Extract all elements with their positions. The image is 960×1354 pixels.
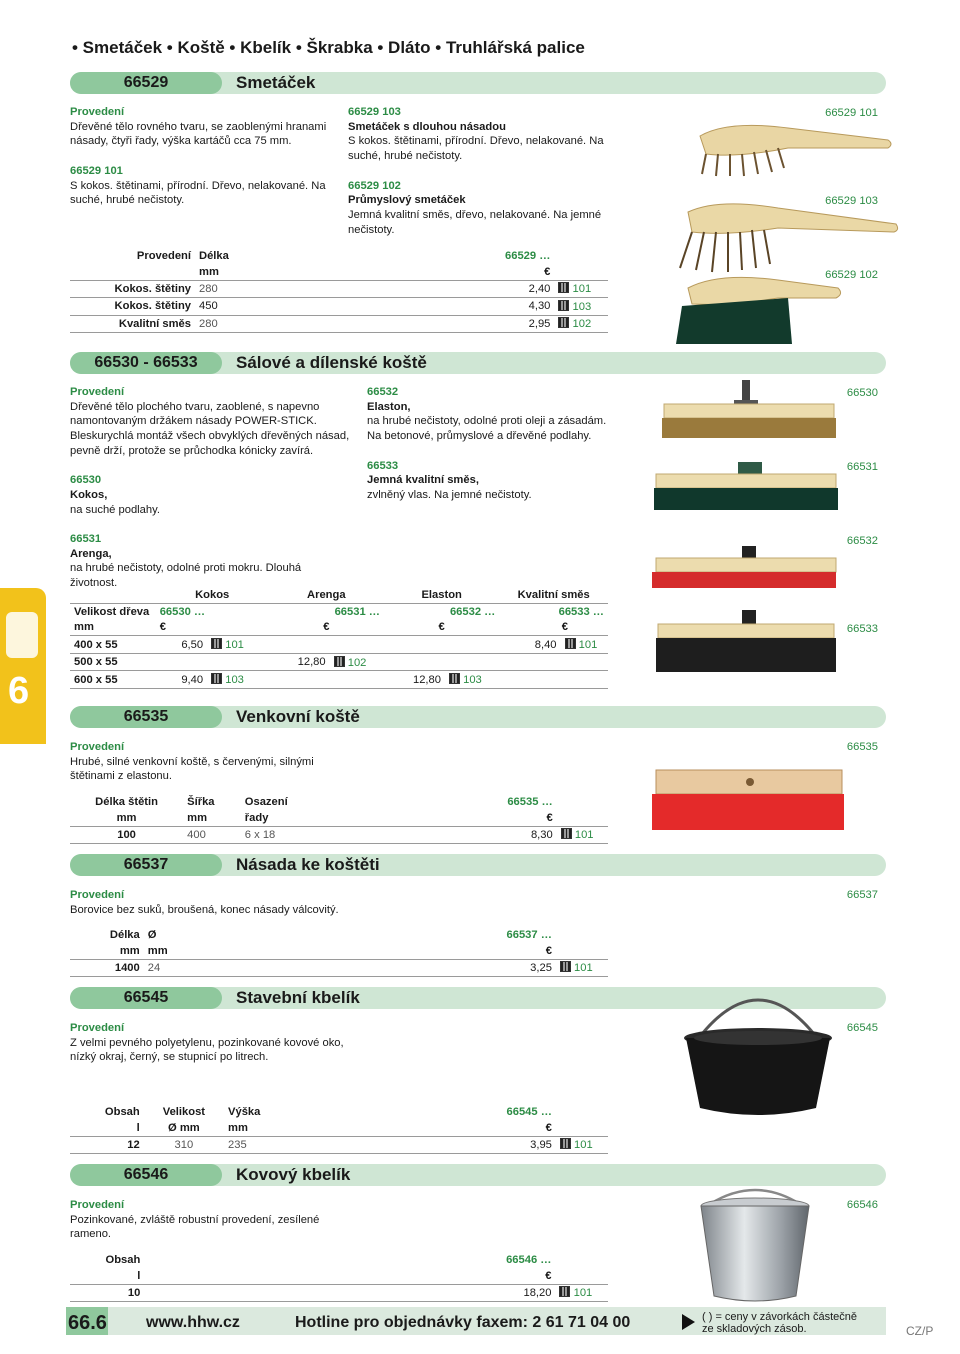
s3-description xyxy=(70,740,332,784)
col-header-code: 66546 … xyxy=(506,1253,552,1266)
section-title-salove-koste: Sálové a dílenské koště xyxy=(236,353,427,372)
price: 12,80 xyxy=(384,671,445,689)
price: 2,40 xyxy=(244,280,554,298)
col-unit: € xyxy=(545,1121,552,1134)
page-number: 66.6 xyxy=(68,1312,107,1334)
variant-name: Kokos, xyxy=(70,488,108,501)
variant-desc: Jemná kvalitní směs, dřevo, nelakované. Na jemné nečistoty. xyxy=(348,208,602,236)
col-unit: € xyxy=(323,621,330,634)
page-header: • Smetáček • Koště • Kbelík • Škrabka • Dláto • Truhlářská palice xyxy=(72,38,585,57)
cell: 235 xyxy=(224,1136,298,1154)
col-unit: € xyxy=(438,621,445,634)
brush-66529-101-image xyxy=(700,125,891,176)
order-suffix: 103 xyxy=(463,674,482,687)
s2-price-table xyxy=(70,587,608,689)
section-title-smetacek: Smetáček xyxy=(236,73,316,92)
s3-price-table xyxy=(70,794,608,844)
footer-note-line: ze skladových zásob. xyxy=(702,1323,807,1335)
col-unit: € xyxy=(545,1269,552,1282)
price: 6,50 xyxy=(156,636,207,654)
table-row xyxy=(70,959,608,977)
s4-desc-text: Borovice bez suků, broušená, konec násady válcovitý. xyxy=(70,903,339,916)
variant-name: Elaston, xyxy=(367,400,411,413)
cell: 400 xyxy=(183,826,241,844)
section-title-kovovy-kbelik: Kovový kbelík xyxy=(236,1165,351,1184)
s6-desc-text: Pozinkované, zvláště robustní provedení, zesílené rameno. xyxy=(70,1213,320,1241)
variant-desc: na suché podlahy. xyxy=(70,503,160,516)
col-header-code: 66537 … xyxy=(506,928,552,941)
col-header-code: 66531 … xyxy=(334,605,380,618)
col-unit: mm xyxy=(147,944,168,957)
section-code-66535: 66535 xyxy=(70,706,222,728)
cell: 310 xyxy=(144,1136,224,1154)
col-unit: € xyxy=(544,265,551,278)
section-code-66546: 66546 xyxy=(70,1164,222,1186)
table-row xyxy=(70,1136,608,1154)
brush-66529-102-image xyxy=(676,277,841,344)
qr-icon xyxy=(211,673,222,684)
chapter-number: 6 xyxy=(8,670,30,712)
cell: 12 xyxy=(70,1136,144,1154)
group-header: Kokos xyxy=(195,588,230,601)
variant-desc: S kokos. štětinami, přírodní. Dřevo, nelakované. Na suché, hrubé nečistoty. xyxy=(348,135,604,163)
col-unit: mm xyxy=(74,621,94,634)
img-label-66529-103: 66529 103 xyxy=(825,195,878,207)
chapter-icon xyxy=(6,612,38,658)
table-row xyxy=(70,826,608,844)
table-row xyxy=(70,315,608,333)
variant-name: Arenga, xyxy=(70,547,112,560)
col-header: Ø xyxy=(147,928,157,941)
broom-66531-image xyxy=(654,462,838,510)
variant-name: Průmyslový smetáček xyxy=(348,194,466,207)
section-title-nasada: Násada ke koštěti xyxy=(236,855,380,874)
brush-66529-103-image xyxy=(680,204,898,272)
price: 2,95 xyxy=(244,315,554,333)
table-row xyxy=(70,636,608,654)
section-code-66529: 66529 xyxy=(70,72,222,94)
qr-icon xyxy=(449,673,460,684)
price: 8,40 xyxy=(499,636,560,654)
table-row xyxy=(70,280,608,298)
price: 8,30 xyxy=(335,826,557,844)
col-unit: € xyxy=(545,944,552,957)
col-header: Délka štětin xyxy=(95,795,158,808)
price: 4,30 xyxy=(244,298,554,316)
table-row xyxy=(70,671,608,689)
variant-desc: na hrubé nečistoty, odolné proti oleji a zásadám. Na betonové, průmyslové a dřevěné podlahy. xyxy=(367,415,607,443)
s2-description xyxy=(70,385,354,591)
qr-icon xyxy=(334,656,345,667)
label-provedeni: Provedení xyxy=(70,1199,125,1211)
table-row xyxy=(70,1284,608,1302)
s6-price-table xyxy=(70,1252,608,1302)
img-label-66533: 66533 xyxy=(846,623,878,635)
order-suffix: 101 xyxy=(225,639,244,652)
website-link[interactable]: www.hhw.cz xyxy=(146,1314,240,1331)
col-header: Velikost dřeva xyxy=(74,605,150,618)
footer-note-line: ( ) = ceny v závorkách částečně xyxy=(702,1311,857,1323)
qr-icon xyxy=(560,961,571,972)
col-header: Obsah xyxy=(104,1105,140,1118)
label-provedeni: Provedení xyxy=(70,741,125,753)
fax-hotline: Hotline pro objednávky faxem: 2 61 71 04 00 xyxy=(295,1314,631,1331)
img-label-66545: 66545 xyxy=(846,1022,878,1034)
img-label-66529-101: 66529 101 xyxy=(825,107,878,119)
price: 18,20 xyxy=(144,1284,555,1302)
label-provedeni: Provedení xyxy=(70,386,125,398)
col-header-code: 66533 … xyxy=(558,605,604,618)
cell: Kokos. štětiny xyxy=(70,280,195,298)
col-header-code: 66529 … xyxy=(505,249,551,262)
group-header: Kvalitní směs xyxy=(517,588,590,601)
cell: 450 xyxy=(195,298,244,316)
variant-code: 66530 xyxy=(70,474,102,487)
label-provedeni: Provedení xyxy=(70,889,125,901)
s1-price-table xyxy=(70,248,608,333)
label-provedeni: Provedení xyxy=(70,106,125,118)
variant-desc: zvlněný vlas. Na jemné nečistoty. xyxy=(367,488,532,501)
col-header: Šířka xyxy=(187,795,215,808)
variant-code: 66529 101 xyxy=(70,164,123,177)
s2-desc-text: Dřevěné tělo plochého tvaru, zaoblené, s napevno namontovaným držákem násady POWER-STICK. Bleskurychlá montáž všech obvyklých dřevěných násad, pevně drží, protože se průchodka kónicky zavírá. xyxy=(70,400,350,457)
section-title-stavebni-kbelik: Stavební kbelík xyxy=(236,988,360,1007)
img-label-66532: 66532 xyxy=(846,535,878,547)
arrow-right-icon xyxy=(682,1314,695,1330)
footer-note xyxy=(702,1311,857,1335)
price: 3,25 xyxy=(207,959,556,977)
cell: 280 xyxy=(195,315,244,333)
col-unit: Ø mm xyxy=(168,1121,200,1134)
col-unit: řady xyxy=(244,811,269,824)
broom-66535-image xyxy=(646,760,846,836)
col-header: Osazení xyxy=(244,795,288,808)
img-label-66531: 66531 xyxy=(846,461,878,473)
broom-66532-image xyxy=(652,546,836,588)
cell: 100 xyxy=(70,826,183,844)
order-suffix: 101 xyxy=(574,1139,593,1152)
order-suffix: 103 xyxy=(225,674,244,687)
order-suffix: 101 xyxy=(573,1287,593,1300)
col-unit: € xyxy=(159,621,166,634)
s6-description xyxy=(70,1198,332,1242)
col-unit: mm xyxy=(187,811,208,824)
s1-desc-text: Dřevěné tělo rovného tvaru, se zaoblenými hranami násady, čtyři řady, výška kartáčů cca 75 mm. xyxy=(70,120,327,148)
col-unit: mm xyxy=(228,1121,248,1134)
cell: 10 xyxy=(70,1284,144,1302)
cell: 6 x 18 xyxy=(241,826,335,844)
section-code-66545: 66545 xyxy=(70,987,222,1009)
qr-icon xyxy=(560,1138,571,1149)
s5-description xyxy=(70,1021,350,1065)
qr-icon xyxy=(561,828,572,839)
variant-name: Smetáček s dlouhou násadou xyxy=(348,120,506,133)
table-row xyxy=(70,298,608,316)
qr-icon xyxy=(565,638,576,649)
img-label-66537: 66537 xyxy=(846,889,878,901)
cell: 600 x 55 xyxy=(70,671,156,689)
s4-price-table xyxy=(70,927,608,977)
s3-desc-text: Hrubé, silné venkovní koště, s červenými, silnými štětinami z elastonu. xyxy=(70,755,314,783)
qr-icon xyxy=(211,638,222,649)
order-suffix: 101 xyxy=(574,829,594,842)
s1-product-images xyxy=(668,118,904,348)
qr-icon xyxy=(559,1286,570,1297)
group-header: Elaston xyxy=(421,588,462,601)
cell: 280 xyxy=(195,280,244,298)
section-code-66537: 66537 xyxy=(70,854,222,876)
variant-desc: na hrubé nečistoty, odolné proti mokru. Dlouhá životnost. xyxy=(70,562,302,590)
cell: 400 x 55 xyxy=(70,636,156,654)
s1-variants xyxy=(348,105,610,237)
col-header: Velikost xyxy=(162,1105,206,1118)
col-unit: l xyxy=(136,1121,140,1134)
order-suffix: 102 xyxy=(347,656,367,669)
cell: 24 xyxy=(144,959,207,977)
order-suffix: 103 xyxy=(572,300,592,313)
price: 3,95 xyxy=(298,1136,556,1154)
img-label-66546: 66546 xyxy=(846,1199,878,1211)
broom-66530-image xyxy=(662,380,836,438)
s5-price-table xyxy=(70,1104,608,1154)
img-label-66535: 66535 xyxy=(846,741,878,753)
col-header: Provedení xyxy=(136,249,191,262)
qr-icon xyxy=(558,317,569,328)
col-header: Obsah xyxy=(105,1253,141,1266)
variant-name: Jemná kvalitní směs, xyxy=(367,474,479,487)
col-header-code: 66530 … xyxy=(159,605,206,618)
order-suffix: 102 xyxy=(572,318,592,331)
group-header: Arenga xyxy=(307,588,346,601)
broom-66533-image xyxy=(656,610,836,672)
qr-icon xyxy=(558,300,569,311)
order-suffix: 101 xyxy=(572,283,592,296)
col-header: Výška xyxy=(228,1105,261,1118)
label-provedeni: Provedení xyxy=(70,1022,125,1034)
col-header-code: 66535 … xyxy=(507,795,553,808)
s1-description xyxy=(70,105,332,208)
variant-code: 66529 102 xyxy=(348,179,401,192)
col-header: Délka xyxy=(199,249,229,262)
col-unit: mm xyxy=(116,811,137,824)
col-unit: l xyxy=(137,1269,141,1282)
col-unit: € xyxy=(546,811,553,824)
order-suffix: 101 xyxy=(578,639,598,652)
cell: Kvalitní směs xyxy=(70,315,195,333)
variant-code: 66532 xyxy=(367,386,399,398)
order-suffix: 101 xyxy=(574,962,593,975)
bucket-66545-image xyxy=(678,986,838,1122)
img-label-66529-102: 66529 102 xyxy=(825,269,878,281)
s2-product-images xyxy=(650,378,840,678)
col-unit: mm xyxy=(199,265,219,278)
table-row xyxy=(70,653,608,671)
variant-code: 66533 xyxy=(367,459,399,472)
variant-code: 66531 xyxy=(70,533,102,545)
section-title-venkovni-koste: Venkovní koště xyxy=(236,707,360,726)
variant-code: 66529 103 xyxy=(348,106,401,118)
col-unit: mm xyxy=(119,944,140,957)
col-header-code: 66532 … xyxy=(449,605,496,618)
variant-desc: S kokos. štětinami, přírodní. Dřevo, nelakované. Na suché, hrubé nečistoty. xyxy=(70,179,326,207)
qr-icon xyxy=(558,282,569,293)
img-label-66530: 66530 xyxy=(846,387,878,399)
col-header: Délka xyxy=(109,928,140,941)
col-header-code: 66545 … xyxy=(506,1105,552,1118)
price: 12,80 xyxy=(269,653,330,671)
cell: 1400 xyxy=(70,959,144,977)
region-code: CZ/P xyxy=(906,1324,934,1338)
s4-description xyxy=(70,888,370,917)
bucket-66546-image xyxy=(690,1186,820,1306)
cell: Kokos. štětiny xyxy=(70,298,195,316)
col-unit: € xyxy=(561,621,568,634)
cell: 500 x 55 xyxy=(70,653,156,671)
price: 9,40 xyxy=(156,671,207,689)
s5-desc-text: Z velmi pevného polyetylenu, pozinkované kovové oko, nízký okraj, černý, se stupnicí po litrech. xyxy=(70,1036,344,1064)
s2-variants xyxy=(367,385,617,503)
section-code-66530-66533: 66530 - 66533 xyxy=(70,352,222,374)
